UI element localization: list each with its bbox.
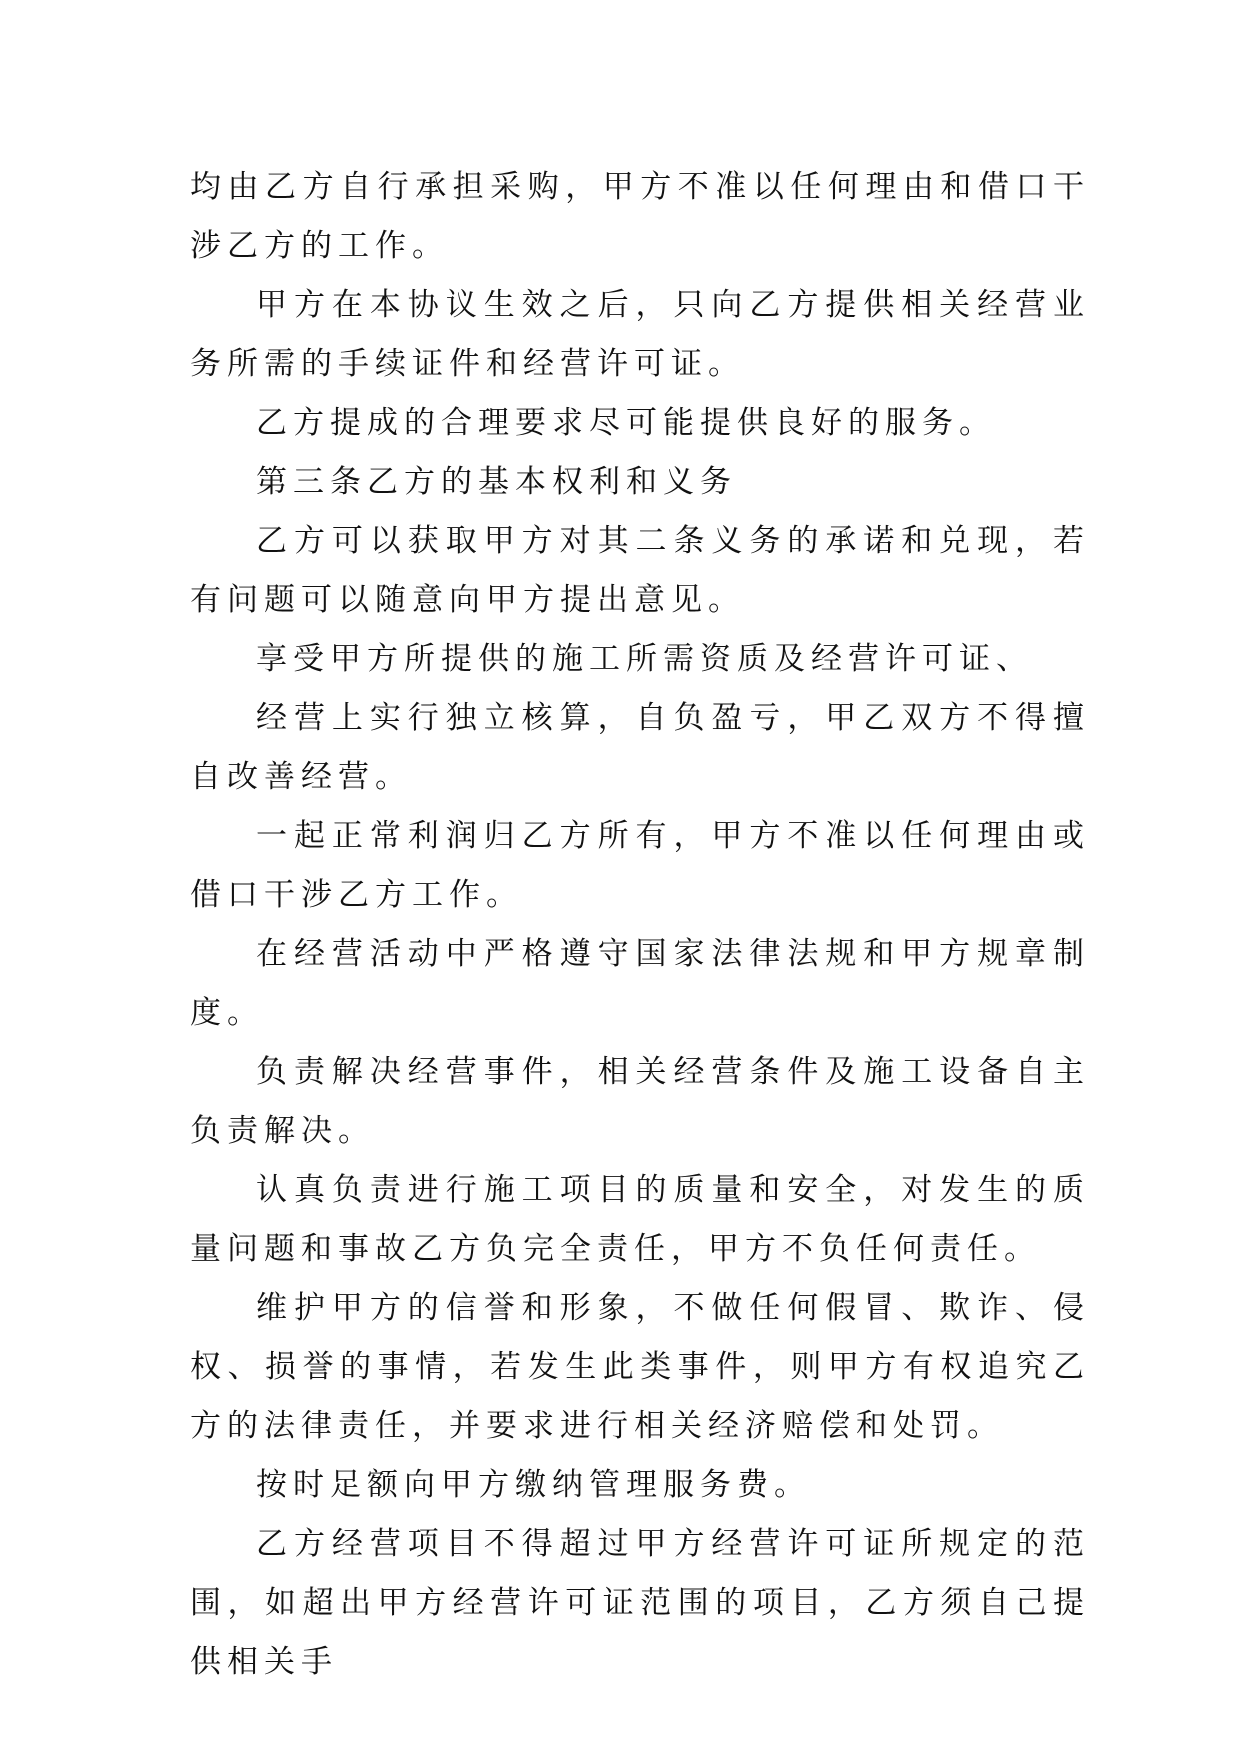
- paragraph-7: 经营上实行独立核算，自负盈亏，甲乙双方不得擅自改善经营。: [190, 700, 1090, 795]
- section-heading: 第三条乙方的基本权利和义务: [256, 464, 737, 500]
- paragraph-8: 一起正常利润归乙方所有，甲方不准以任何理由或借口干涉乙方工作。: [190, 818, 1090, 913]
- paragraph-11: 认真负责进行施工项目的质量和安全，对发生的质量问题和事故乙方负完全责任，甲方不负任何责任。: [190, 1172, 1090, 1267]
- paragraph-12: 维护甲方的信誉和形象，不做任何假冒、欺诈、侵权、损誉的事情，若发生此类事件，则甲方有权追究乙方的法律责任，并要求进行相关经济赔偿和处罚。: [190, 1290, 1090, 1444]
- document-body: [190, 158, 1090, 1692]
- paragraph-1: 均由乙方自行承担采购，甲方不准以任何理由和借口干涉乙方的工作。: [190, 169, 1090, 264]
- paragraph-9: 在经营活动中严格遵守国家法律法规和甲方规章制度。: [190, 936, 1090, 1031]
- paragraph-10: 负责解决经营事件，相关经营条件及施工设备自主负责解决。: [190, 1054, 1090, 1149]
- paragraph-3: 乙方提成的合理要求尽可能提供良好的服务。: [256, 405, 996, 441]
- paragraph-6: 享受甲方所提供的施工所需资质及经营许可证、: [256, 641, 1033, 677]
- paragraph-14: 乙方经营项目不得超过甲方经营许可证所规定的范围，如超出甲方经营许可证范围的项目，乙方须自己提供相关手: [190, 1526, 1090, 1680]
- paragraph-13: 按时足额向甲方缴纳管理服务费。: [256, 1467, 811, 1503]
- paragraph-2: 甲方在本协议生效之后，只向乙方提供相关经营业务所需的手续证件和经营许可证。: [190, 287, 1090, 382]
- paragraph-5: 乙方可以获取甲方对其二条义务的承诺和兑现，若有问题可以随意向甲方提出意见。: [190, 523, 1090, 618]
